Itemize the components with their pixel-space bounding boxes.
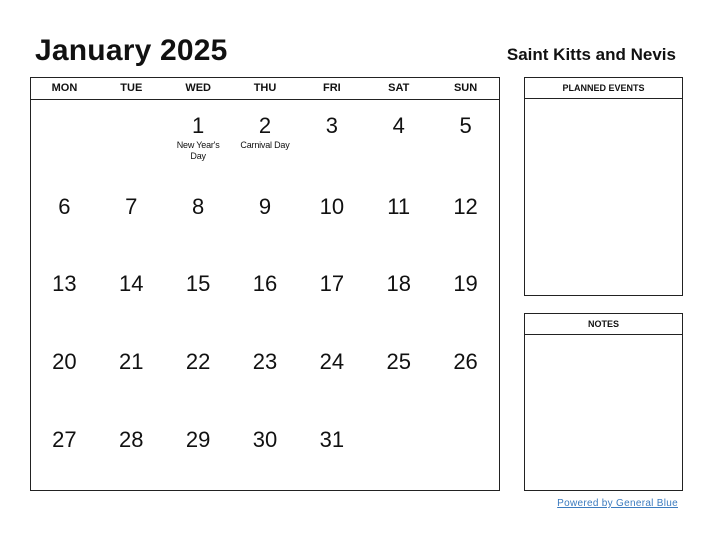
day-cell bbox=[232, 100, 299, 180]
day-number: 22 bbox=[185, 349, 211, 374]
weekday-sun: SUN bbox=[453, 82, 478, 94]
day-number: 26 bbox=[453, 349, 478, 374]
day-number: 10 bbox=[319, 194, 345, 219]
weekday-sat: SAT bbox=[388, 82, 410, 94]
day-number: 30 bbox=[252, 427, 278, 452]
day-cell bbox=[365, 100, 432, 180]
day-cell bbox=[432, 335, 499, 413]
planned-events-box bbox=[524, 77, 683, 296]
day-cell bbox=[165, 413, 232, 491]
calendar-grid bbox=[30, 77, 500, 491]
day-number: 3 bbox=[325, 113, 338, 138]
day-number: 21 bbox=[119, 349, 144, 374]
day-number: 18 bbox=[386, 271, 411, 296]
page-title: January 2025 bbox=[35, 34, 228, 67]
notes-heading: NOTES bbox=[525, 314, 682, 335]
day-number: 16 bbox=[252, 271, 278, 296]
day-cell bbox=[365, 335, 432, 413]
day-number: 24 bbox=[319, 349, 345, 374]
day-cell bbox=[31, 257, 98, 335]
powered-by-link[interactable]: Powered by General Blue bbox=[557, 498, 678, 509]
day-cell bbox=[232, 413, 299, 491]
day-cell bbox=[365, 257, 432, 335]
day-number: 28 bbox=[119, 427, 144, 452]
weekday-tue: TUE bbox=[120, 82, 143, 94]
day-cell bbox=[165, 100, 232, 180]
holiday-label: New Year's Day bbox=[176, 140, 220, 161]
day-cell bbox=[298, 257, 365, 335]
weekday-header-row bbox=[31, 78, 499, 100]
day-number: 14 bbox=[119, 271, 144, 296]
holiday-label: Carnival Day bbox=[240, 140, 290, 150]
day-number: 12 bbox=[453, 194, 478, 219]
day-cell bbox=[98, 100, 165, 180]
planned-events-heading: PLANNED EVENTS bbox=[525, 78, 682, 99]
day-number: 5 bbox=[459, 113, 472, 138]
day-cell bbox=[165, 180, 232, 257]
day-cell bbox=[98, 413, 165, 491]
day-cell bbox=[232, 180, 299, 257]
day-cell bbox=[31, 180, 98, 257]
day-cell bbox=[432, 100, 499, 180]
day-cell bbox=[165, 335, 232, 413]
day-cell bbox=[365, 413, 432, 491]
day-number: 9 bbox=[258, 194, 272, 219]
day-cell bbox=[298, 180, 365, 257]
day-cell bbox=[432, 257, 499, 335]
day-number: 8 bbox=[192, 194, 205, 219]
weekday-mon: MON bbox=[51, 82, 78, 94]
day-cell bbox=[298, 100, 365, 180]
day-number: 2 bbox=[258, 113, 272, 138]
day-number: 13 bbox=[52, 271, 77, 296]
day-number: 11 bbox=[387, 194, 411, 219]
weekday-fri: FRI bbox=[323, 82, 341, 94]
day-cell bbox=[365, 180, 432, 257]
day-number: 1 bbox=[192, 113, 205, 138]
weekday-thu: THU bbox=[253, 82, 277, 94]
day-number: 7 bbox=[125, 194, 138, 219]
day-cell bbox=[232, 335, 299, 413]
day-cell bbox=[232, 257, 299, 335]
day-number: 25 bbox=[386, 349, 411, 374]
day-number: 19 bbox=[453, 271, 478, 296]
day-cell bbox=[31, 100, 98, 180]
day-cell bbox=[298, 413, 365, 491]
day-number: 23 bbox=[252, 349, 278, 374]
day-cell bbox=[31, 413, 98, 491]
day-cell bbox=[298, 335, 365, 413]
day-number: 31 bbox=[319, 427, 345, 452]
day-number: 4 bbox=[392, 113, 405, 138]
day-cell bbox=[98, 180, 165, 257]
day-number: 20 bbox=[52, 349, 77, 374]
day-number: 15 bbox=[185, 271, 211, 296]
country-name: Saint Kitts and Nevis bbox=[506, 45, 676, 64]
day-number: 17 bbox=[319, 271, 345, 296]
day-cell bbox=[98, 257, 165, 335]
day-cell bbox=[98, 335, 165, 413]
weekday-wed: WED bbox=[185, 82, 211, 94]
day-cell bbox=[432, 180, 499, 257]
day-number: 27 bbox=[52, 427, 77, 452]
day-cell bbox=[165, 257, 232, 335]
day-grid bbox=[31, 100, 499, 491]
day-cell bbox=[432, 413, 499, 491]
day-cell bbox=[31, 335, 98, 413]
day-number: 6 bbox=[58, 194, 71, 219]
notes-box bbox=[524, 313, 683, 491]
day-number: 29 bbox=[185, 427, 211, 452]
